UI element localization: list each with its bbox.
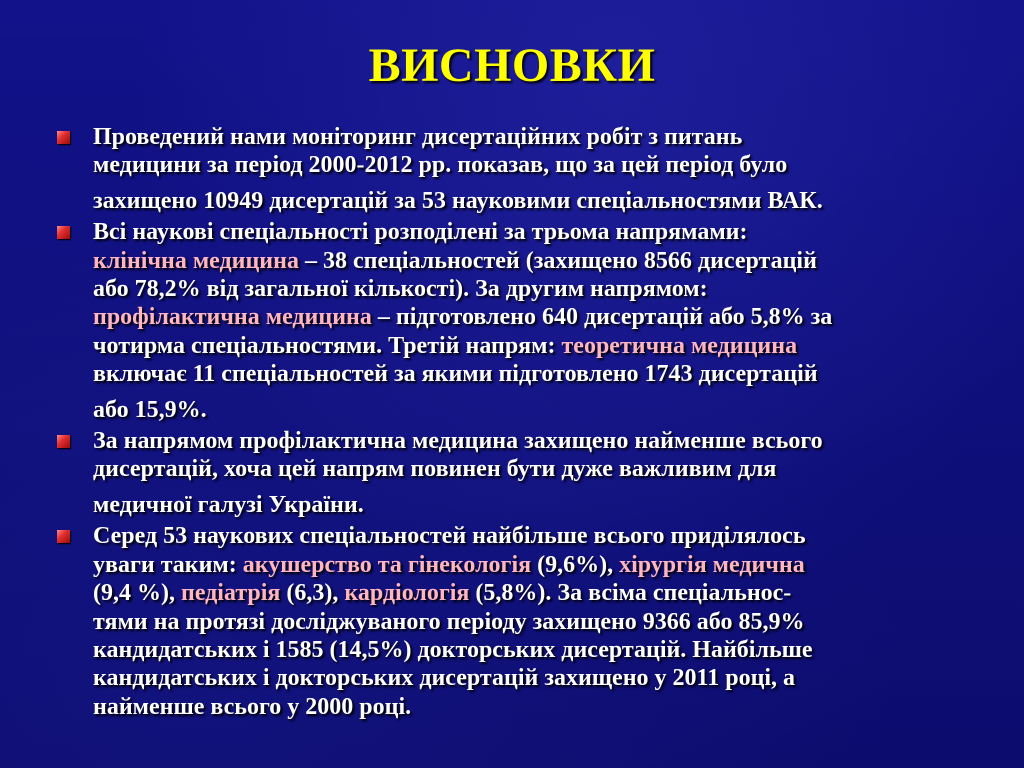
bullet-item-2	[57, 218, 972, 424]
bullet-line	[93, 151, 972, 179]
bullet-item-3	[57, 427, 972, 519]
square-bullet-icon	[57, 131, 70, 144]
highlight-surgery: хірургія медична	[619, 551, 805, 578]
highlight-preventive-medicine: профілактична медицина	[93, 304, 372, 331]
text-run: чотирма спеціальностями. Третій напрям:	[93, 332, 562, 359]
bullet-line	[93, 693, 972, 721]
text-run: – підготовлено 640 дисертацій або 5,8% за	[371, 304, 833, 331]
text-run: кандидатських і докторських дисертацій захищено у 2011 році, а	[93, 665, 796, 692]
bullet-line	[93, 303, 972, 331]
bullet-line	[93, 455, 972, 483]
bullet-line	[93, 427, 972, 455]
text-run: кандидатських і 1585 (14,5%) докторських дисертацій. Найбільше	[93, 636, 813, 663]
bullet-line	[93, 275, 972, 303]
bullet-list	[57, 123, 972, 721]
highlight-clinical-medicine: клінічна медицина	[93, 247, 299, 274]
bullet-line	[93, 332, 972, 360]
highlight-cardiology: кардіологія	[344, 580, 470, 607]
bullet-line	[93, 123, 972, 151]
text-run: дисертацій, хоча цей напрям повинен бути дуже важливим для	[93, 456, 777, 483]
text-run: медицини за період 2000-2012 рр. показав, що за цей період було	[93, 152, 788, 179]
bullet-line	[93, 579, 972, 607]
highlight-obstetrics-gynecology: акушерство та гінекологія	[242, 551, 532, 578]
text-run: За напрямом профілактична медицина захищено найменше всього	[93, 428, 823, 455]
text-run: (6,3),	[280, 580, 345, 607]
bullet-item-1	[57, 123, 972, 215]
text-run: Серед 53 наукових спеціальностей найбільше всього приділялось	[93, 523, 806, 550]
bullet-line	[93, 551, 972, 579]
text-run: Проведений нами моніторинг дисертаційних робіт з питань	[93, 124, 743, 150]
bullet-line	[93, 247, 972, 275]
text-run: або 78,2% від загальної кількості). За другим напрямом:	[93, 276, 708, 303]
text-run: (5,8%). За всіма спеціальнос-	[469, 580, 792, 607]
text-run: або 15,9%.	[93, 396, 207, 423]
slide-title: ВИСНОВКИ	[368, 39, 656, 92]
bullet-item-4	[57, 522, 972, 721]
text-run: найменше всього у 2000 році.	[93, 693, 412, 720]
bullet-line	[93, 187, 972, 215]
bullet-line	[93, 522, 972, 550]
bullet-line	[93, 218, 972, 246]
square-bullet-icon	[57, 226, 70, 239]
text-run: (9,6%),	[531, 551, 620, 578]
square-bullet-icon	[57, 435, 70, 448]
bullet-line	[93, 360, 972, 388]
bullet-line	[93, 608, 972, 636]
text-run: медичної галузі України.	[93, 491, 364, 518]
text-run: – 38 спеціальностей (захищено 8566 дисертацій	[298, 247, 817, 274]
text-run: уваги таким:	[93, 551, 243, 578]
bullet-line	[93, 396, 972, 424]
bullet-line	[93, 491, 972, 519]
text-run: тями на протязі досліджуваного періоду захищено 9366 або 85,9%	[93, 608, 805, 635]
text-run: Всі наукові спеціальності розподілені за трьома напрямами:	[93, 219, 748, 246]
text-run: захищено 10949 дисертацій за 53 науковими спеціальностями ВАК.	[93, 187, 823, 214]
highlight-pediatrics: педіатрія	[180, 580, 281, 607]
square-bullet-icon	[57, 530, 70, 543]
text-run: (9,4 %),	[93, 580, 181, 607]
bullet-line	[93, 664, 972, 692]
highlight-theoretical-medicine: теоретична медицина	[561, 332, 798, 359]
bullet-line	[93, 636, 972, 664]
text-run: включає 11 спеціальностей за якими підготовлено 1743 дисертацій	[93, 361, 818, 388]
